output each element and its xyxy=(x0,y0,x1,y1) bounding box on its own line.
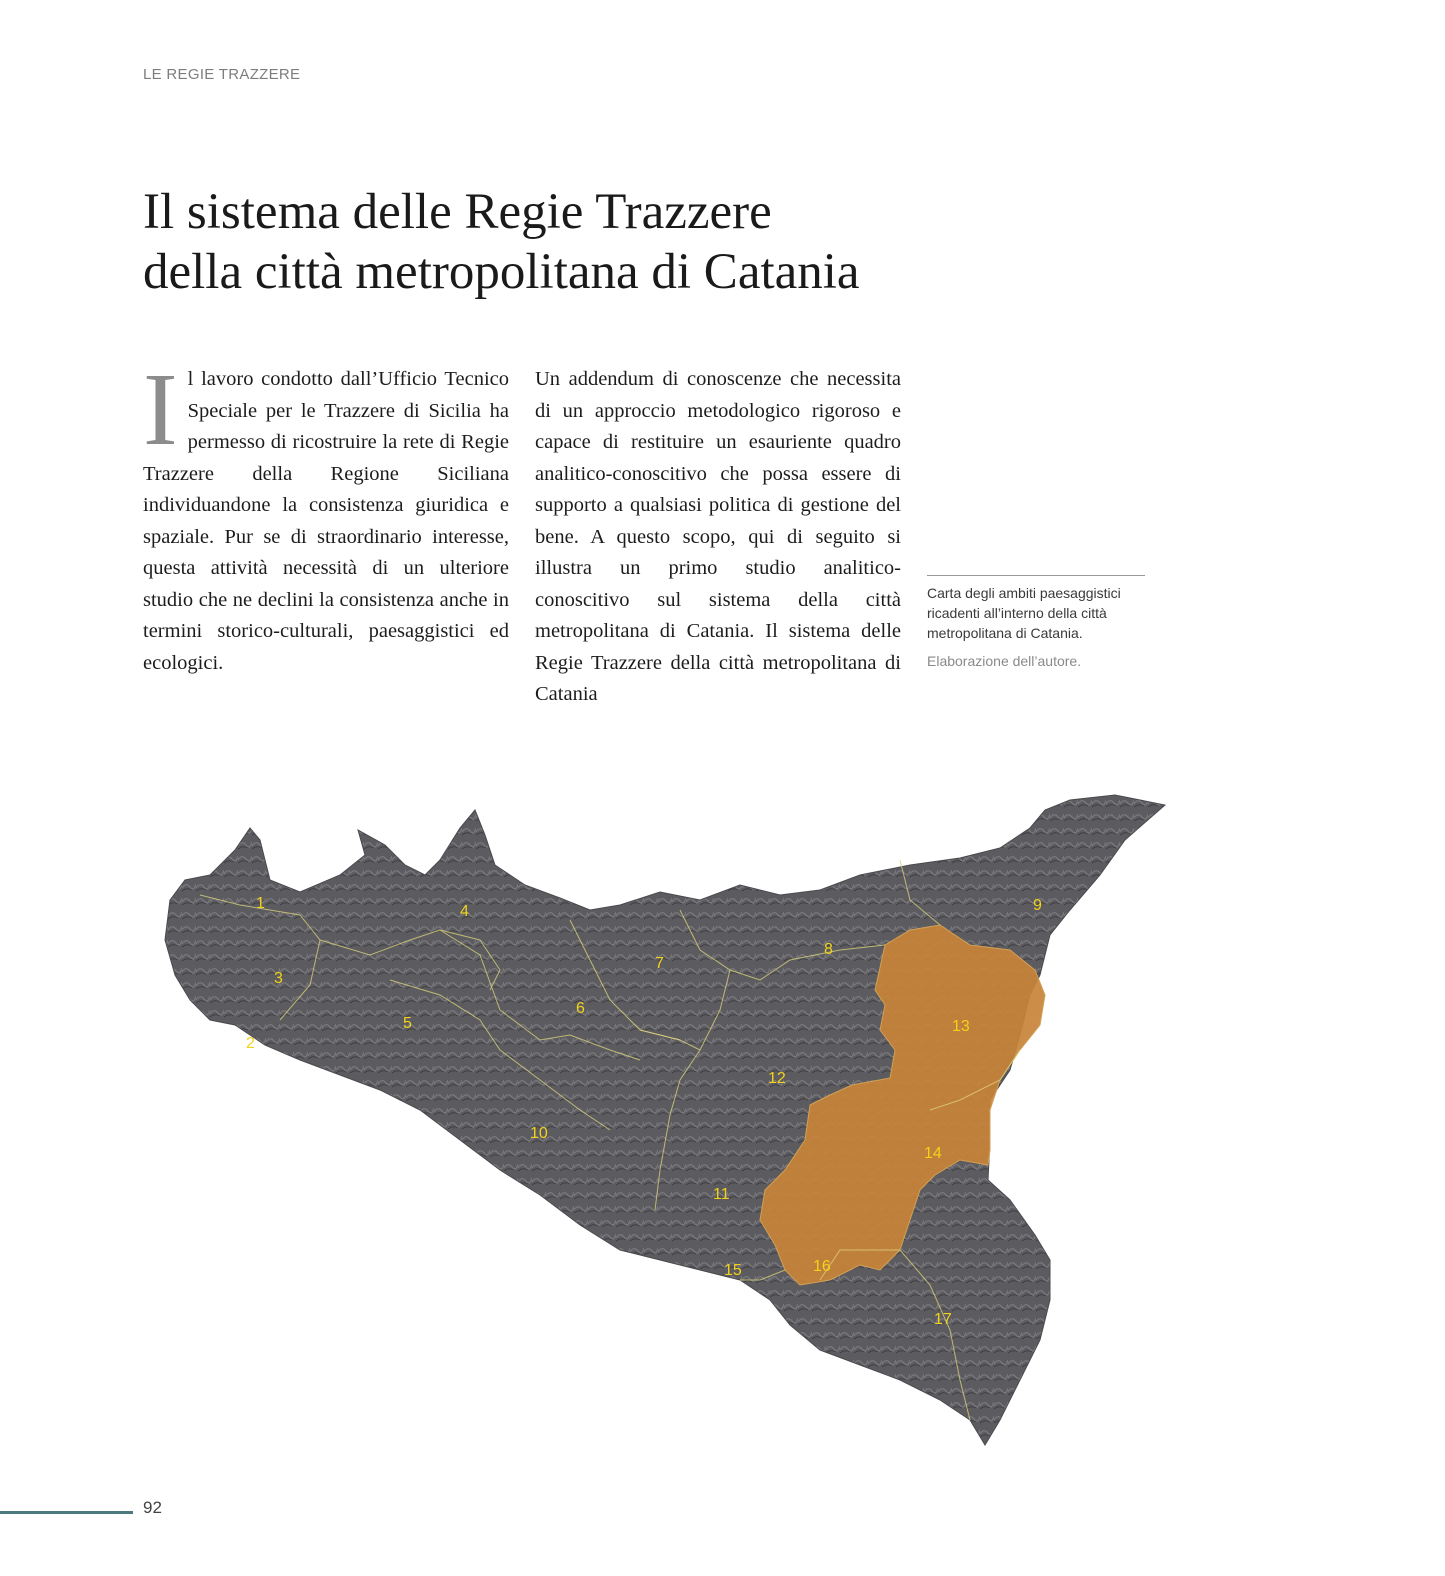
region-label-17: 17 xyxy=(934,1311,952,1328)
region-label-9: 9 xyxy=(1033,897,1042,914)
region-label-11: 11 xyxy=(713,1186,730,1203)
region-label-1: 1 xyxy=(256,895,265,912)
region-label-2: 2 xyxy=(246,1035,255,1052)
region-label-7: 7 xyxy=(655,955,664,972)
drop-cap: I xyxy=(143,352,178,467)
body-column-right xyxy=(535,364,901,711)
figure-caption: Carta degli ambiti paesaggistici ricadenti all’interno della città metropolitana di Catania. xyxy=(927,585,1121,641)
footer-accent-bar xyxy=(0,1511,133,1514)
page-title xyxy=(143,182,1043,302)
running-head: LE REGIE TRAZZERE xyxy=(143,66,301,83)
region-label-15: 15 xyxy=(724,1262,742,1279)
body-column-left xyxy=(143,352,509,679)
region-label-13: 13 xyxy=(952,1018,970,1035)
sicily-landscape-map xyxy=(140,780,1180,1460)
title-line-2: della città metropolitana di Catania xyxy=(143,244,860,300)
caption-divider xyxy=(927,575,1145,576)
page-number: 92 xyxy=(143,1498,162,1517)
region-label-4: 4 xyxy=(460,903,469,920)
body-text-right: Un addendum di conoscenze che necessita di un approccio metodologico rigoroso e capace di restituire un esauriente quadro analitico-conoscitivo che possa essere di supporto a qualsiasi politica di gestione del bene. A questo scopo, qui di seguito si illustra un primo studio analitico-conoscitivo sul sistema della città metropolitana di Catania. Il sistema delle Regie Trazzere della città metropolitana di Catania xyxy=(535,368,901,705)
body-text-left: l lavoro condotto dall’Ufficio Tecnico Speciale per le Trazzere di Sicilia ha permesso di ricostruire la rete di Regie Trazzere della Regione Siciliana individuandone la consistenza giuridica e spaziale. Pur se di straordinario interesse, questa attività necessità di un ulteriore studio che ne declini la consistenza anche in termini storico-culturali, paesaggistici ed ecologici. xyxy=(143,368,509,674)
region-label-12: 12 xyxy=(768,1070,786,1087)
region-label-3: 3 xyxy=(274,970,283,987)
region-label-14: 14 xyxy=(924,1145,942,1162)
map-svg xyxy=(140,780,1180,1460)
region-label-6: 6 xyxy=(576,1000,585,1017)
sicily-landmass xyxy=(165,795,1165,1445)
figure-credit: Elaborazione dell’autore. xyxy=(927,653,1082,669)
region-label-5: 5 xyxy=(403,1015,412,1032)
region-label-10: 10 xyxy=(530,1125,548,1142)
title-line-1: Il sistema delle Regie Trazzere xyxy=(143,184,772,240)
region-label-16: 16 xyxy=(813,1258,831,1275)
region-label-8: 8 xyxy=(824,941,833,958)
